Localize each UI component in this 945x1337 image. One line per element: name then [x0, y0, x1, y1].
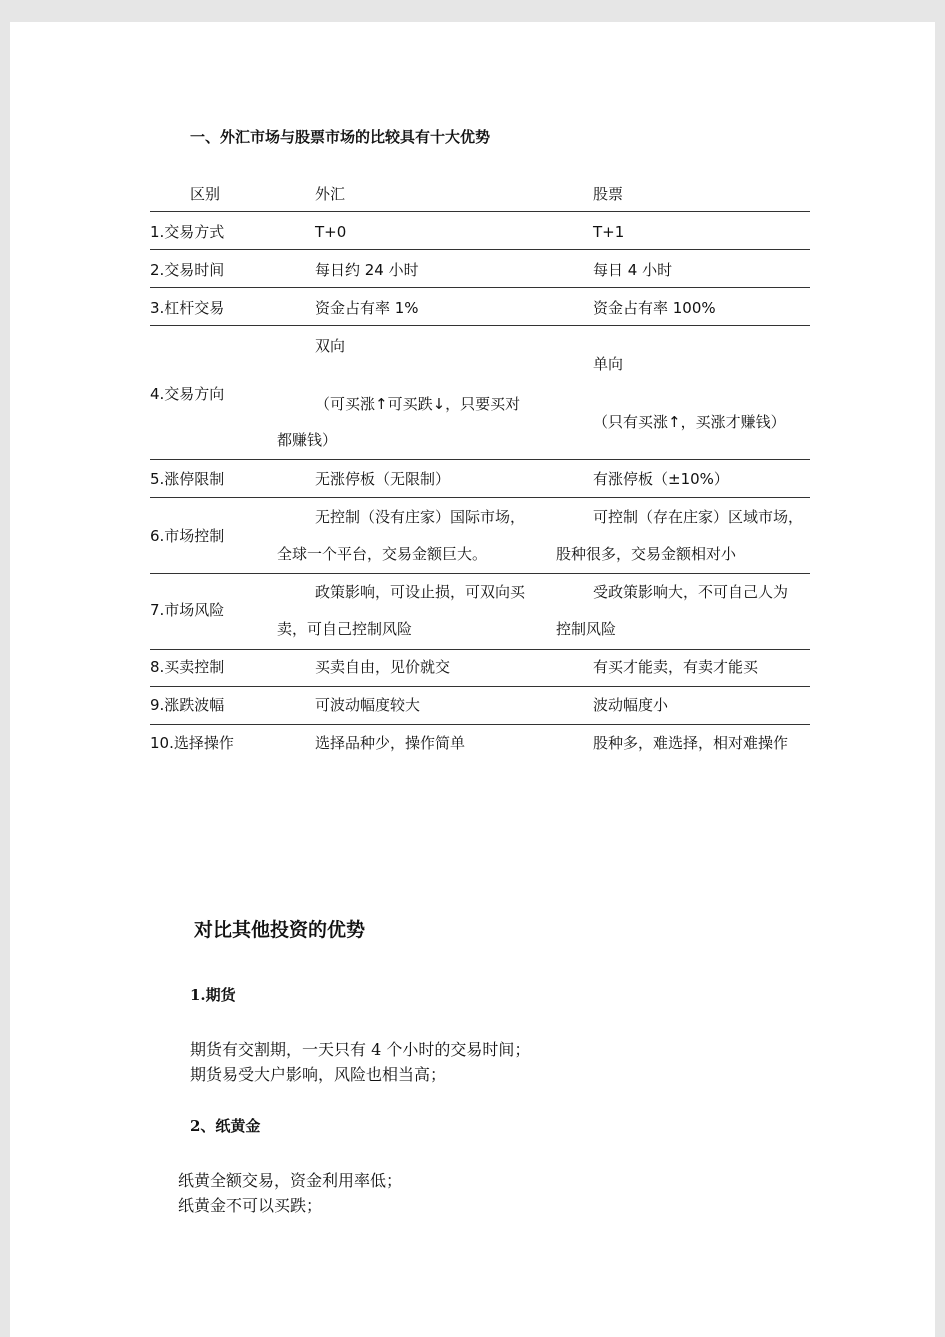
- row-label: 1.交易方式: [150, 223, 225, 241]
- table-divider: [150, 249, 810, 250]
- stock-cell: 资金占有率 100%: [593, 299, 716, 317]
- section-title: 一、外汇市场与股票市场的比较具有十大优势: [190, 128, 491, 146]
- stock-cell: 单向: [593, 355, 624, 373]
- stock-cell: 受政策影响大，不可自己人为: [593, 583, 789, 601]
- row-label: 4.交易方向: [150, 385, 225, 403]
- forex-cell: 每日约 24 小时: [315, 261, 419, 279]
- forex-cell: （可买涨↑可买跌↓，只要买对: [315, 395, 521, 413]
- table-divider: [150, 649, 810, 650]
- forex-cell: 可波动幅度较大: [315, 696, 421, 714]
- forex-cell: 双向: [315, 337, 346, 355]
- row-label: 8.买卖控制: [150, 658, 225, 676]
- stock-cell: （只有买涨↑，买涨才赚钱）: [593, 413, 786, 431]
- row-label: 9.涨跌波幅: [150, 696, 225, 714]
- forex-cell: 买卖自由，见价就交: [315, 658, 451, 676]
- stock-cell: 股种很多，交易金额相对小: [556, 545, 737, 563]
- paper-gold-heading: 2、纸黄金: [190, 1117, 261, 1135]
- futures-heading: 1.期货: [190, 986, 236, 1004]
- stock-cell: T+1: [593, 223, 625, 241]
- forex-cell: 资金占有率 1%: [315, 299, 419, 317]
- paper-gold-line: 纸黄金不可以买跌；: [178, 1196, 323, 1215]
- stock-cell: 股种多，难选择，相对难操作: [593, 734, 789, 752]
- table-divider: [150, 287, 810, 288]
- header-stock: 股票: [593, 185, 624, 203]
- forex-cell: 卖，可自己控制风险: [277, 620, 413, 638]
- table-divider: [150, 459, 810, 460]
- row-label: 10.选择操作: [150, 734, 234, 752]
- row-label: 3.杠杆交易: [150, 299, 225, 317]
- table-divider: [150, 497, 810, 498]
- table-divider: [150, 573, 810, 574]
- stock-cell: 每日 4 小时: [593, 261, 673, 279]
- forex-cell: 无控制（没有庄家）国际市场，: [315, 508, 526, 526]
- header-forex: 外汇: [315, 185, 346, 203]
- table-divider: [150, 724, 810, 725]
- table-divider: [150, 325, 810, 326]
- section2-title: 对比其他投资的优势: [194, 919, 366, 941]
- forex-cell: 全球一个平台，交易金额巨大。: [277, 545, 488, 563]
- stock-cell: 有买才能卖，有卖才能买: [593, 658, 759, 676]
- row-label: 5.涨停限制: [150, 470, 225, 488]
- table-divider: [150, 686, 810, 687]
- paper-gold-line: 纸黄全额交易，资金利用率低；: [178, 1171, 403, 1190]
- stock-cell: 控制风险: [556, 620, 617, 638]
- forex-cell: 选择品种少，操作简单: [315, 734, 466, 752]
- forex-cell: 都赚钱）: [277, 431, 338, 449]
- table-divider: [150, 211, 810, 212]
- futures-line: 期货有交割期，一天只有 4 个小时的交易时间；: [190, 1040, 531, 1059]
- stock-cell: 波动幅度小: [593, 696, 669, 714]
- forex-cell: 政策影响，可设止损，可双向买: [315, 583, 526, 601]
- stock-cell: 可控制（存在庄家）区域市场，: [593, 508, 804, 526]
- forex-cell: 无涨停板（无限制）: [315, 470, 451, 488]
- row-label: 7.市场风险: [150, 601, 225, 619]
- forex-cell: T+0: [315, 223, 347, 241]
- row-label: 6.市场控制: [150, 527, 225, 545]
- header-diff: 区别: [190, 185, 221, 203]
- document-page: [10, 22, 935, 1337]
- stock-cell: 有涨停板（±10%）: [593, 470, 729, 488]
- row-label: 2.交易时间: [150, 261, 225, 279]
- futures-line: 期货易受大户影响，风险也相当高；: [190, 1065, 447, 1084]
